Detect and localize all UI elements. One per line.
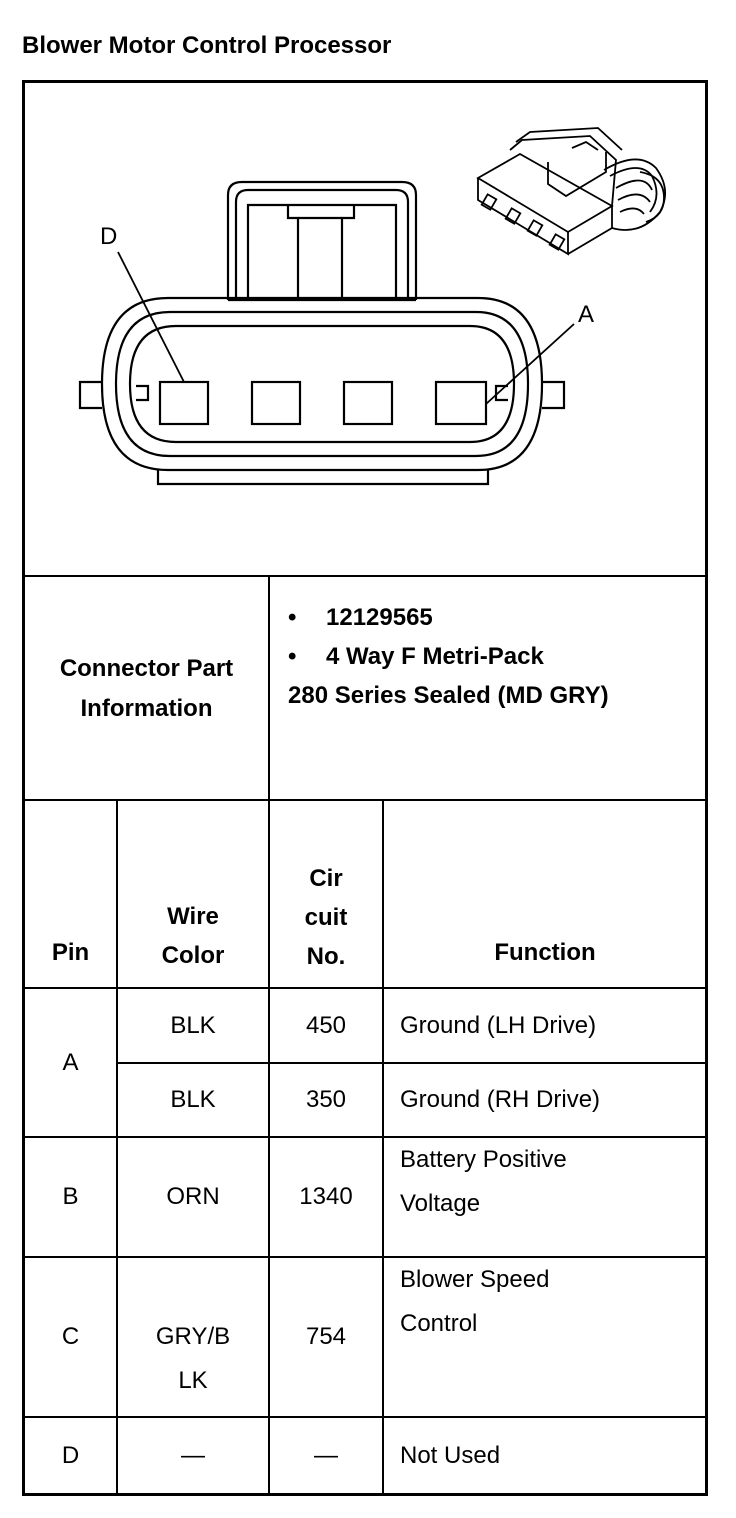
header-function: Function	[494, 939, 596, 966]
pin-a-cell: A	[62, 1048, 79, 1076]
page-title: Blower Motor Control Processor	[22, 32, 392, 59]
function-cell: Ground (RH Drive)	[400, 1086, 601, 1113]
pin-d-cell: D	[61, 1442, 80, 1469]
wire-cell: BLK	[170, 1011, 216, 1039]
header-circuit: Cir cuit No.	[304, 864, 348, 970]
wire-cell: BLK	[170, 1086, 216, 1113]
header-wire-color: Wire Color	[161, 903, 225, 969]
divider-diagram	[22, 575, 708, 577]
wire-cell: GRY/B LK	[155, 1323, 231, 1394]
pin-a-label: A	[578, 301, 595, 328]
bullet: •	[288, 643, 297, 670]
function-cell: Ground (LH Drive)	[400, 1011, 597, 1039]
circuit-cell: 754	[305, 1323, 347, 1350]
divider-info-vertical	[268, 576, 270, 800]
pin-b-cell: B	[62, 1183, 79, 1210]
connector-isometric-drawing	[478, 128, 665, 254]
connector-info-label	[25, 578, 268, 799]
function-cell: Not Used	[400, 1442, 501, 1469]
function-cell: Battery Positive Voltage	[400, 1146, 567, 1217]
circuit-cell: 1340	[299, 1183, 353, 1210]
connector-info-label-line2: Information	[80, 694, 213, 722]
wire-cell: ORN	[166, 1183, 220, 1210]
connector-info-values	[288, 598, 609, 715]
connector-info-label-line1: Connector Part	[59, 654, 234, 682]
circuit-cell: 350	[305, 1086, 347, 1113]
bullet: •	[288, 604, 297, 631]
connector-diagram	[0, 80, 736, 600]
wire-cell: —	[181, 1442, 205, 1469]
connector-description-line1: 4 Way F Metri-Pack	[326, 643, 544, 670]
function-cell: Blower Speed Control	[400, 1266, 550, 1337]
connector-description-line2: 280 Series Sealed (MD GRY)	[288, 682, 609, 709]
connector-face-drawing	[80, 182, 564, 484]
pin-d-label: D	[100, 223, 118, 250]
circuit-cell: 450	[305, 1011, 347, 1039]
header-pin: Pin	[51, 939, 90, 966]
pin-c-cell: C	[61, 1323, 80, 1350]
divider-info	[22, 799, 708, 801]
part-number: 12129565	[326, 604, 433, 631]
circuit-cell: —	[314, 1442, 338, 1469]
